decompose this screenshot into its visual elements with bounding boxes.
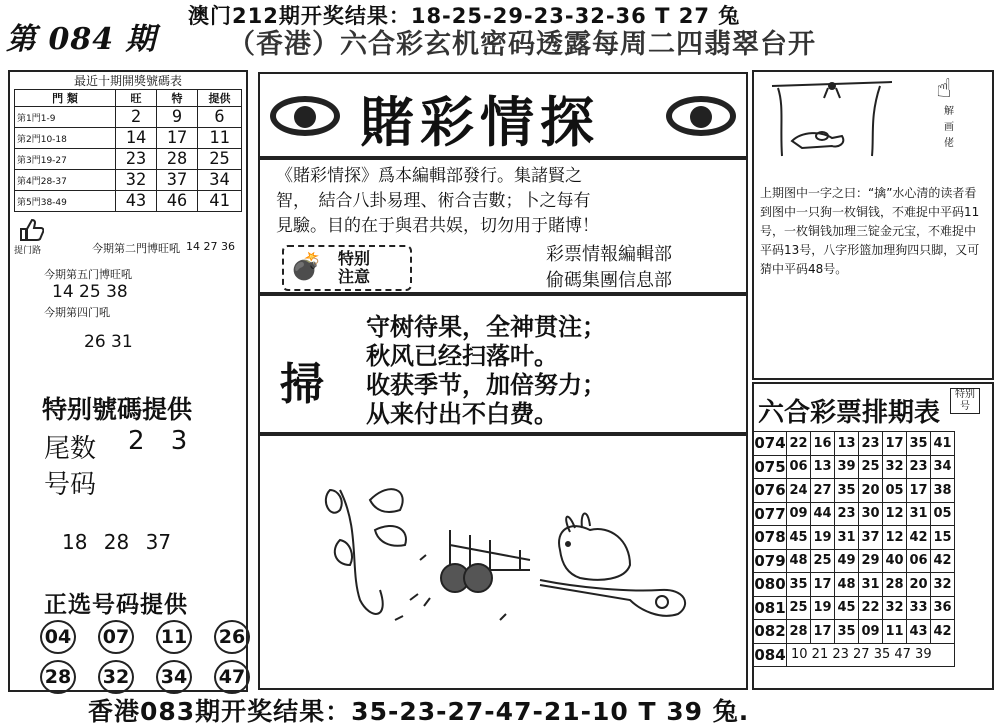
schedule-number: 36	[931, 596, 955, 620]
schedule-special-label: 特别号	[950, 388, 980, 414]
schedule-number: 32	[883, 596, 907, 620]
table-row	[15, 107, 242, 128]
col-header: 提供	[198, 90, 242, 107]
schedule-row	[754, 549, 955, 573]
schedule-number: 22	[859, 596, 883, 620]
page-title: 賭彩情探	[360, 90, 600, 154]
macau-result-banner: 澳门212期开奖结果：18-25-29-23-32-36 T 27 兔	[188, 4, 741, 28]
schedule-number: 35	[835, 479, 859, 503]
hongkong-result-banner: 香港083期开奖结果：35-23-27-47-21-10 T 39 兔.	[88, 697, 750, 726]
cell: 25	[198, 149, 242, 170]
schedule-number: 49	[835, 549, 859, 573]
schedule-number: 45	[787, 526, 811, 550]
schedule-number: 35	[907, 432, 931, 456]
schedule-issue: 077	[754, 502, 787, 526]
schedule-number: 35	[835, 620, 859, 644]
fourth-gate-numbers: 26 31	[84, 332, 133, 352]
cell: 11	[198, 128, 242, 149]
schedule-number: 43	[907, 620, 931, 644]
cell: 34	[198, 170, 242, 191]
poem-line: 守树待果，全神贯注；	[366, 312, 606, 341]
row-label: 第5門38-49	[15, 191, 116, 212]
schedule-number: 06	[787, 455, 811, 479]
main-numbers	[40, 620, 262, 694]
cell: 9	[157, 107, 198, 128]
sweep-character: 掃	[280, 359, 324, 410]
schedule-issue: 078	[754, 526, 787, 550]
schedule-number: 27	[811, 479, 835, 503]
schedule-row	[754, 455, 955, 479]
poem-line: 秋风已经扫落叶。	[366, 341, 558, 370]
schedule-issue: 076	[754, 479, 787, 503]
schedule-issue: 074	[754, 432, 787, 456]
schedule-number: 39	[835, 455, 859, 479]
schedule-number: 12	[883, 502, 907, 526]
schedule-issue: 084	[754, 643, 787, 667]
schedule-number: 16	[811, 432, 835, 456]
schedule-number: 20	[907, 573, 931, 597]
table-row	[15, 191, 242, 212]
schedule-number: 09	[787, 502, 811, 526]
row-label: 第4門28-37	[15, 170, 116, 191]
special-title: 特别號碼提供	[42, 395, 193, 424]
schedule-number: 48	[835, 573, 859, 597]
schedule-number: 17	[907, 479, 931, 503]
row-label: 第2門10-18	[15, 128, 116, 149]
rabbit-illustration	[300, 470, 720, 650]
cell: 32	[116, 170, 157, 191]
schedule-row	[754, 502, 955, 526]
number-ball: 47	[214, 660, 250, 694]
notice-line: 注意	[338, 267, 371, 286]
cell: 6	[198, 107, 242, 128]
schedule-issue: 081	[754, 596, 787, 620]
eye-icon	[270, 96, 340, 136]
schedule-row	[754, 432, 955, 456]
schedule-number: 31	[859, 573, 883, 597]
intro-line: 智， 結合八卦易理、術合吉數；卜之每有	[276, 191, 591, 211]
main-title: 正选号码提供	[44, 592, 188, 618]
second-gate-label: 今期第二門博旺吼	[92, 242, 180, 255]
schedule-row	[754, 596, 955, 620]
cell: 37	[157, 170, 198, 191]
schedule-number: 23	[907, 455, 931, 479]
schedule-number: 25	[811, 549, 835, 573]
schedule-issue: 075	[754, 455, 787, 479]
tail-values: 2 3	[128, 426, 188, 456]
schedule-number: 24	[787, 479, 811, 503]
schedule-number: 06	[907, 549, 931, 573]
cell: 43	[116, 191, 157, 212]
col-header: 特	[157, 90, 198, 107]
schedule-issue: 079	[754, 549, 787, 573]
thumbs-up-icon	[18, 218, 44, 246]
number-ball: 32	[98, 660, 134, 694]
schedule-number: 17	[811, 573, 835, 597]
schedule-row	[754, 526, 955, 550]
schedule-last-numbers: 10 21 23 27 35 47 39	[787, 643, 955, 667]
schedule-row	[754, 479, 955, 503]
poem-line: 收获季节，加倍努力；	[366, 370, 606, 399]
number-ball: 07	[98, 620, 134, 654]
poem	[366, 312, 606, 428]
issue-badge: 第 084 期	[6, 22, 157, 57]
puzzle-illustration	[762, 76, 912, 166]
intro-text	[276, 164, 736, 239]
second-gate-numbers: 14 27 36	[186, 240, 235, 253]
number-ball: 26	[214, 620, 250, 654]
cell: 46	[157, 191, 198, 212]
tail-label: 尾数	[44, 434, 97, 464]
schedule-number: 28	[883, 573, 907, 597]
notice-text	[338, 250, 370, 286]
notice-line: 特别	[338, 249, 371, 268]
schedule-number: 42	[907, 526, 931, 550]
schedule-number: 13	[835, 432, 859, 456]
cell: 17	[157, 128, 198, 149]
schedule-number: 20	[859, 479, 883, 503]
schedule-number: 35	[787, 573, 811, 597]
schedule-number: 19	[811, 526, 835, 550]
schedule-number: 28	[787, 620, 811, 644]
schedule-number: 34	[931, 455, 955, 479]
schedule-row	[754, 643, 955, 667]
schedule-number: 32	[931, 573, 955, 597]
headline: （香港）六合彩玄机密码透露每周二四翡翠台开	[228, 29, 816, 60]
schedule-number: 45	[835, 596, 859, 620]
schedule-number: 23	[859, 432, 883, 456]
schedule-row	[754, 573, 955, 597]
schedule-number: 32	[883, 455, 907, 479]
schedule-number: 31	[835, 526, 859, 550]
row-label: 第3門19-27	[15, 149, 116, 170]
hint-label: 提门路	[14, 246, 42, 256]
col-header: 旺	[116, 90, 157, 107]
schedule-number: 42	[931, 549, 955, 573]
col-header: 門 類	[15, 90, 116, 107]
code-label: 号码	[44, 470, 97, 500]
table-row	[15, 170, 242, 191]
recent-draws-table	[14, 72, 242, 212]
schedule-number: 17	[883, 432, 907, 456]
schedule-number: 29	[859, 549, 883, 573]
schedule-number: 41	[931, 432, 955, 456]
schedule-issue: 082	[754, 620, 787, 644]
cell: 23	[116, 149, 157, 170]
schedule-number: 37	[859, 526, 883, 550]
schedule-number: 22	[787, 432, 811, 456]
number-ball: 11	[156, 620, 192, 654]
intro-line: 見驗。目的在于與君共娱，切勿用于賭博！	[276, 216, 599, 236]
table-row	[15, 149, 242, 170]
number-ball: 28	[40, 660, 76, 694]
schedule-issue: 080	[754, 573, 787, 597]
riddle-text: 上期图中一字之曰：“擒”水心清的读者看到图中一只狗一枚铜钱，不难捉中平码11号，一枚铜钱加理三锭金元宝，不难捉中平码13号，八字形篮加理狗四只脚，又可猜中平码48号。	[760, 186, 980, 276]
schedule-number: 11	[883, 620, 907, 644]
schedule-number: 05	[931, 502, 955, 526]
schedule-table	[753, 431, 955, 667]
table-row	[15, 128, 242, 149]
code-values: 18 28 37	[62, 530, 172, 554]
row-label: 第1門1-9	[15, 107, 116, 128]
schedule-number: 15	[931, 526, 955, 550]
cell: 2	[116, 107, 157, 128]
puzzle-caption: 解 画 佬	[944, 106, 954, 149]
schedule-number: 38	[931, 479, 955, 503]
schedule-number: 25	[859, 455, 883, 479]
schedule-row	[754, 620, 955, 644]
fifth-gate-label: 今期第五门博旺吼	[44, 268, 132, 281]
eye-icon	[666, 96, 736, 136]
schedule-number: 30	[859, 502, 883, 526]
schedule-number: 44	[811, 502, 835, 526]
fifth-gate-numbers: 14 25 38	[52, 282, 128, 302]
schedule-number: 40	[883, 549, 907, 573]
schedule-number: 19	[811, 596, 835, 620]
schedule-number: 17	[811, 620, 835, 644]
cell: 14	[116, 128, 157, 149]
cell: 28	[157, 149, 198, 170]
schedule-number: 13	[811, 455, 835, 479]
schedule-number: 48	[787, 549, 811, 573]
intro-line: 《賭彩情探》爲本編輯部發行。集諸賢之	[276, 166, 582, 186]
dept-1: 彩票情報編輯部	[546, 244, 672, 265]
number-ball: 04	[40, 620, 76, 654]
schedule-number: 33	[907, 596, 931, 620]
table-caption: 最近十期開獎號碼表	[73, 74, 182, 88]
cell: 41	[198, 191, 242, 212]
schedule-number: 25	[787, 596, 811, 620]
number-ball: 34	[156, 660, 192, 694]
schedule-number: 31	[907, 502, 931, 526]
schedule-number: 12	[883, 526, 907, 550]
schedule-number: 05	[883, 479, 907, 503]
bomb-icon: 💣	[290, 252, 323, 282]
schedule-number: 23	[835, 502, 859, 526]
dept-2: 偷碼集團信息部	[546, 270, 672, 291]
fourth-gate-label: 今期第四门吼	[44, 306, 110, 319]
pointing-hand-icon: ☝	[936, 74, 952, 104]
poem-line: 从来付出不白费。	[366, 399, 558, 428]
schedule-number: 42	[931, 620, 955, 644]
schedule-number: 09	[859, 620, 883, 644]
schedule-title: 六合彩票排期表	[758, 398, 941, 428]
